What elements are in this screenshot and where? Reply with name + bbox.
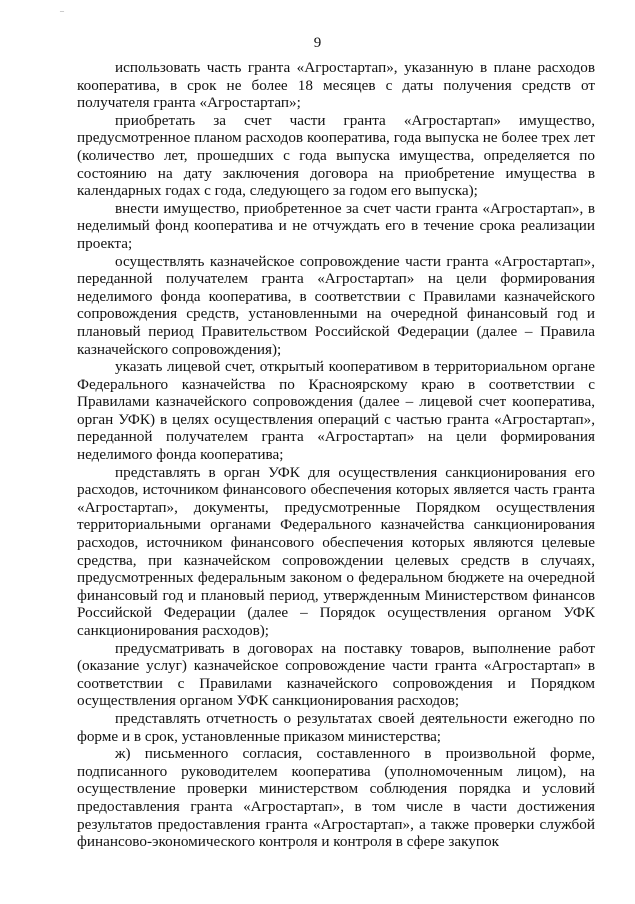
- paragraph-reporting: представлять отчетность о результатах своей деятельности ежегодно по форме и в срок, установленные приказом министерства;: [77, 709, 595, 745]
- scan-mark: –: [60, 6, 65, 15]
- page-number: 9: [313, 35, 322, 51]
- paragraph-use-grant-part: использовать часть гранта «Агростартап», указанную в плане расходов кооператива, в срок не более 18 месяцев с даты получения средств от получателя гранта «Агростартап»;: [77, 59, 595, 112]
- paragraph-submit-documents: представлять в орган УФК для осуществления санкционирования его расходов, источником финансового обеспечения которых является часть гранта «Агростартап», документы, предусмотренные Порядком осуществления территориальными органами Федерального казначейства санкционирования расходов, источником финансового обеспечения которых являются целевые средства, при казначейском сопровождении целевых средств в случаях, предусмотренных федеральным законом о федеральном бюджете на очередной финансовый год и плановый период, утвержденным Министерством финансов Российской Федерации (далее – Порядок осуществления органом УФК санкционирования расходов);: [77, 463, 595, 639]
- paragraph-treasury-support: осуществлять казначейское сопровождение части гранта «Агростартап», переданной получателем гранта «Агростартап» на цели формирования неделимого фонда кооператива, в соответствии с Правилами казначейского сопровождения средств, установленными на очередной финансовый год и плановый период Правительством Российской Федерации (далее – Правила казначейского сопровождения);: [77, 252, 595, 358]
- paragraph-contracts: предусматривать в договорах на поставку товаров, выполнение работ (оказание услуг) казначейское сопровождение части гранта «Агростартап» в соответствии с Правилами казначейского сопровождения и Порядком осуществления органом УФК санкционирования расходов;: [77, 639, 595, 710]
- paragraph-indivisible-fund: внести имущество, приобретенное за счет части гранта «Агростартап», в неделимый фонд кооператива и не отчуждать его в течение срока реализации проекта;: [77, 199, 595, 252]
- paragraph-written-consent: ж) письменного согласия, составленного в произвольной форме, подписанного руководителем кооператива (уполномоченным лицом), на осуществление проверки министерством соблюдения порядка и условий предоставления гранта «Агростартап», в том числе в части достижения результатов предоставления гранта «Агростартап», а также проверки службой финансово-экономического контроля и контроля в сфере закупок: [77, 745, 595, 851]
- paragraph-personal-account: указать лицевой счет, открытый кооперативом в территориальном органе Федерального казначейства по Красноярскому краю в соответствии с Правилами казначейского сопровождения (далее – лицевой счет кооператива, орган УФК) в целях осуществления операций с частью гранта «Агростартап», переданной получателем гранта «Агростартап» на цели формирования неделимого фонда кооператива;: [77, 358, 595, 464]
- paragraph-acquire-property: приобретать за счет части гранта «Агростартап» имущество, предусмотренное планом расходов кооператива, года выпуска не более трех лет (количество лет, прошедших с года выпуска имущества, определяется по состоянию на дату заключения договора на приобретение имущества в календарных годах с года, следующего за годом его выпуска);: [77, 111, 595, 200]
- document-body: [77, 59, 595, 851]
